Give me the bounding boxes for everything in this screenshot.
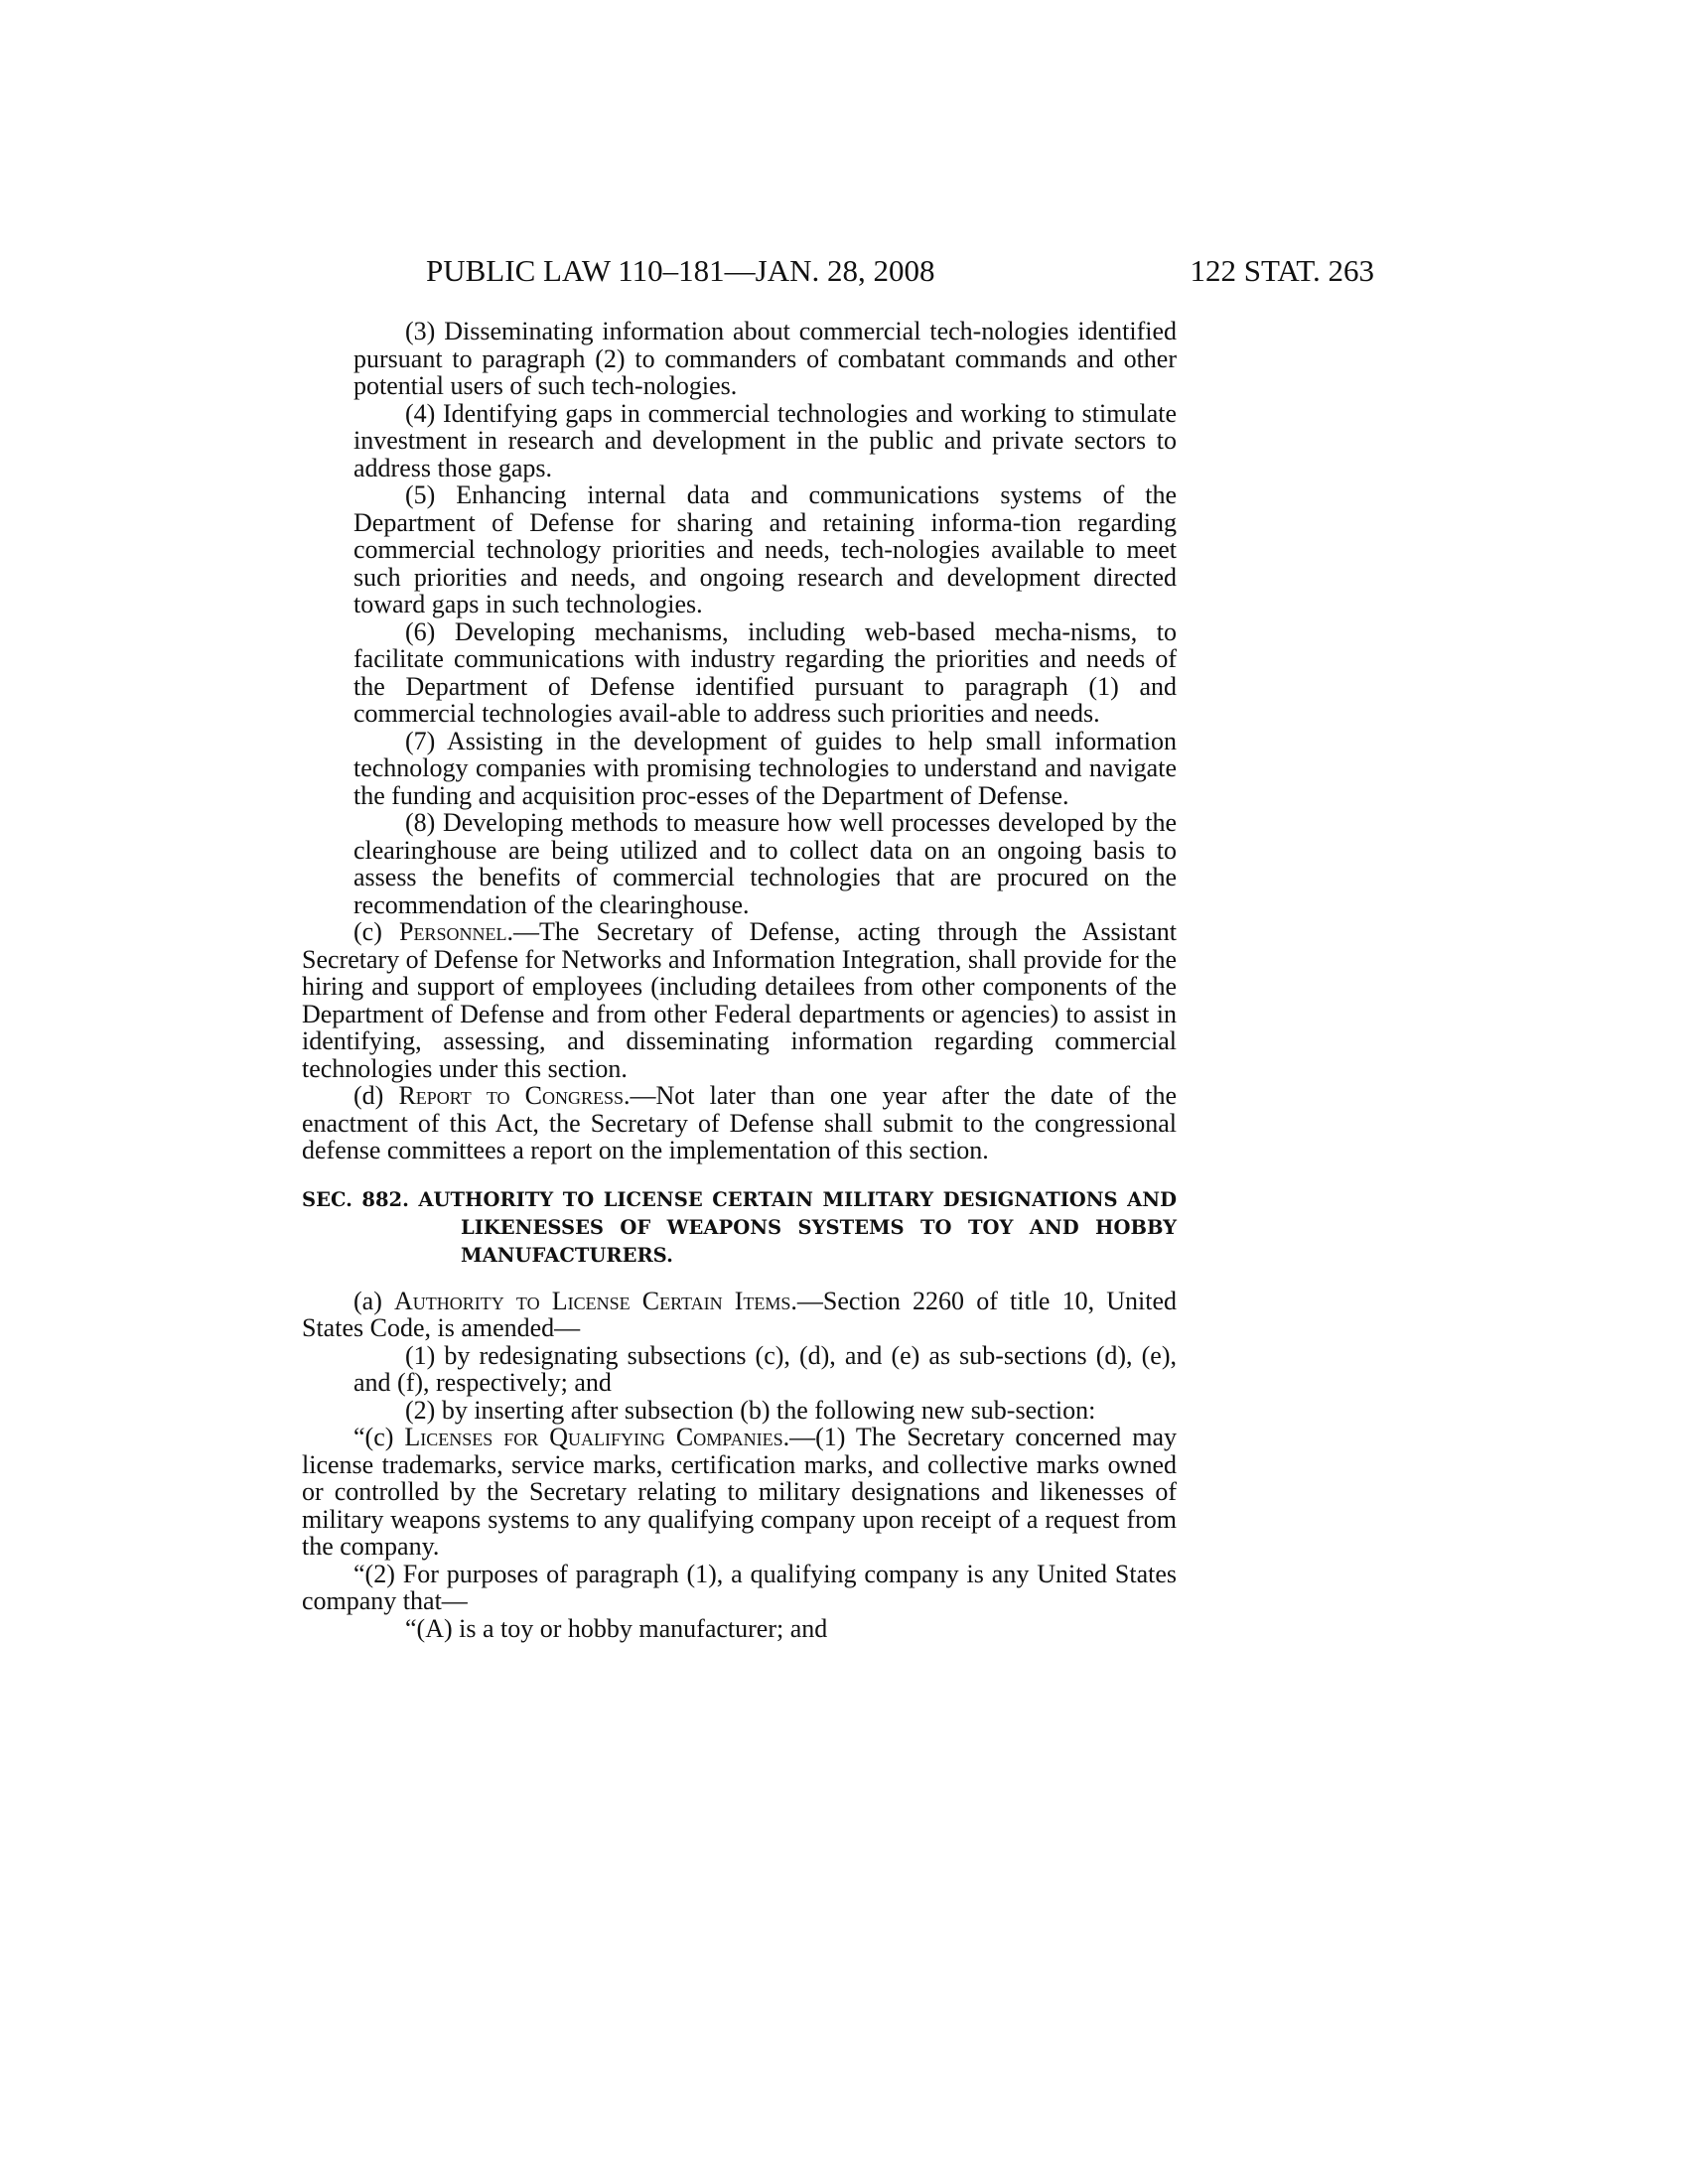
quoted-subparagraph-a: “(A) is a toy or hobby manufacturer; and (405, 1613, 828, 1643)
paragraph-8: (8) Developing methods to measure how well processes developed by the clearinghouse are being utilized and to collect data on an ongoing basis to assess the benefits of commercial technologies that are procured on the recommendation of the clearinghouse. (353, 808, 1177, 919)
subsection-c-text: .—The Secretary of Defense, acting through the Assistant Secretary of Defense for Networks and Information Integration, shall provide for the hiring and support of employees (including detailees from other components of the Department of Defense and from other Federal departments or agencies) to assist in identifying, assessing, and disseminating information regarding commercial technologies under this section. (302, 917, 1178, 1083)
quoted-paragraph-2: “(2) For purposes of paragraph (1), a qualifying company is any United States company that— (302, 1559, 1177, 1615)
quoted-c-heading: Licenses for Qualifying Companies (404, 1423, 783, 1451)
paragraph-5: (5) Enhancing internal data and communications systems of the Department of Defense for sharing and retaining informa-tion regarding commercial technology priorities and needs, tech-nologies available to meet such priorities and needs, and ongoing research and development directed toward gaps in such technologies. (353, 480, 1177, 618)
subsection-d-report (302, 1082, 1177, 1164)
quoted-c-label: “(c) (353, 1423, 405, 1451)
subsection-a-text: .—Section 2260 of title 10, United States Code, is amended— (302, 1286, 1178, 1342)
page-header-title: PUBLIC LAW 110–181—JAN. 28, 2008 (426, 253, 935, 288)
section-882-heading: SEC. 882. AUTHORITY TO LICENSE CERTAIN MILITARY DESIGNATIONS AND LIKENESSES OF WEAPONS SYSTEMS TO TOY AND HOBBY MANUFACTURERS. (302, 1187, 1177, 1267)
paragraph-7: (7) Assisting in the development of guides to help small information technology companies with promising technologies to understand and navigate the funding and acquisition proc-esses of the Department of Defense. (353, 726, 1177, 810)
subsection-c-personnel (302, 918, 1177, 1082)
quoted-c-text: .—(1) The Secretary concerned may license trademarks, service marks, certification marks, and collective marks owned or controlled by the Secretary relating to military designations and likenesses of military weapons systems to any qualifying company upon receipt of a request from the company. (302, 1423, 1177, 1561)
section-882-paragraph-1: (1) by redesignating subsections (c), (d), and (e) as sub-sections (d), (e), and (f), respectively; and (353, 1340, 1177, 1397)
quoted-subsection-c (302, 1424, 1177, 1561)
paragraph-6: (6) Developing mechanisms, including web-based mecha-nisms, to facilitate communications with industry regarding the priorities and needs of the Department of Defense identified pursuant to paragraph (1) and commercial technologies avail-able to address such priorities and needs. (353, 616, 1177, 728)
section-882-subsection-a (302, 1288, 1177, 1342)
paragraph-4: (4) Identifying gaps in commercial technologies and working to stimulate investment in research and development in the public and private sectors to address those gaps. (353, 398, 1177, 482)
page-header-stat: 122 STAT. 263 (1190, 253, 1374, 288)
subsection-c-heading: Personnel (399, 917, 507, 946)
subsection-d-text: .—Not later than one year after the date of the enactment of this Act, the Secretary of Defense shall submit to the congressional defense committees a report on the implementation of this section. (302, 1081, 1178, 1164)
subsection-a-label: (a) (353, 1286, 395, 1315)
subsection-d-heading: Report to Congress (398, 1081, 625, 1110)
running-head (426, 251, 1374, 291)
subsection-d-label: (d) (353, 1081, 399, 1110)
subsection-a-heading: Authority to License Certain Items (394, 1286, 791, 1315)
section-882-paragraph-2: (2) by inserting after subsection (b) the following new sub-section: (405, 1395, 1096, 1425)
subsection-c-label: (c) (353, 917, 400, 946)
paragraph-3: (3) Disseminating information about commercial tech-nologies identified pursuant to paragraph (2) to commanders of combatant commands and other potential users of such tech-nologies. (353, 317, 1177, 400)
document-body (302, 318, 1177, 1642)
